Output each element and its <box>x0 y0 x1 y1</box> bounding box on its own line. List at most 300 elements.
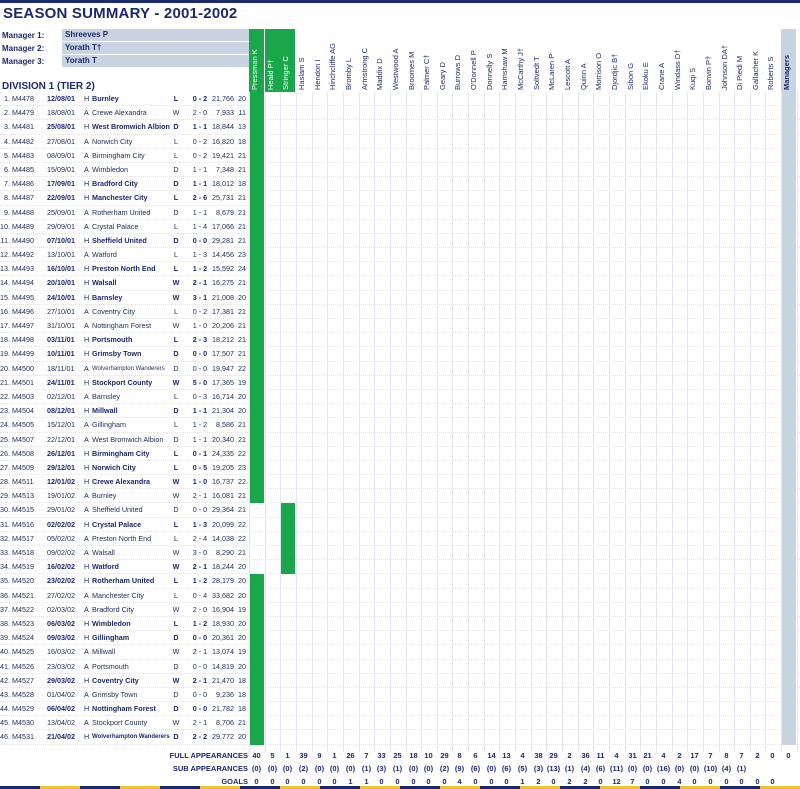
result: D <box>173 633 179 643</box>
match-number: 28. <box>0 477 10 487</box>
totals-cell: 4 <box>677 777 682 786</box>
table-row <box>0 248 800 262</box>
score: 1 - 3 <box>192 519 208 529</box>
player-header <box>327 29 342 92</box>
home-away: H <box>84 264 90 274</box>
grid-line <box>531 92 532 752</box>
match-id: M4529 <box>12 704 34 714</box>
totals-cell: (13) <box>546 764 561 773</box>
player-header <box>296 29 311 92</box>
league-position: 21 <box>238 235 246 245</box>
home-away: A <box>84 420 89 430</box>
totals-cell: 0 <box>411 777 416 786</box>
totals-cell: 0 <box>708 777 713 786</box>
home-away: A <box>84 363 89 373</box>
totals-label: SUB APPEARANCES <box>172 764 248 773</box>
totals-cell: 11 <box>596 751 605 760</box>
league-position: 22 <box>238 448 246 458</box>
player-header <box>359 29 374 92</box>
opponent: Walsall <box>92 278 117 288</box>
score: 1 - 1 <box>192 122 208 132</box>
league-position: 21 <box>238 335 246 345</box>
table-row <box>0 589 800 603</box>
result: L <box>174 533 178 543</box>
match-number: 45. <box>0 718 10 728</box>
totals-cell: 0 <box>770 751 775 760</box>
attendance: 21,766 <box>212 94 234 103</box>
totals-cell: (10) <box>703 764 718 773</box>
totals-cell: 0 <box>724 777 729 786</box>
league-position: 20 <box>238 590 246 600</box>
match-number: 38. <box>0 618 10 628</box>
grid-line <box>672 92 673 752</box>
goalkeeper-cell <box>249 234 264 248</box>
home-away: H <box>84 278 90 288</box>
totals-cell: 2 <box>677 751 682 760</box>
totals-cell: (0) <box>689 764 700 773</box>
home-away: H <box>84 94 90 103</box>
home-away: A <box>84 689 89 699</box>
attendance: 18,844 <box>212 122 234 132</box>
match-date: 10/11/01 <box>47 349 75 359</box>
match-number: 29. <box>0 491 10 501</box>
opponent: Portsmouth <box>92 335 133 345</box>
player-header <box>265 29 280 92</box>
totals-cell: 0 <box>786 751 791 760</box>
grid-line <box>249 92 250 752</box>
attendance: 14,456 <box>212 250 234 260</box>
player-name: Hendon I <box>313 59 322 90</box>
grid-line <box>296 92 297 752</box>
attendance: 28,179 <box>212 576 234 586</box>
attendance: 8,679 <box>216 207 234 217</box>
goalkeeper-cell <box>249 645 264 659</box>
home-away: A <box>84 250 89 260</box>
result: L <box>174 221 178 231</box>
score: 2 - 0 <box>192 604 208 614</box>
grid-line <box>437 92 438 752</box>
attendance: 20,361 <box>212 633 234 643</box>
match-number: 18. <box>0 335 10 345</box>
match-date: 18/11/01 <box>47 363 75 373</box>
totals-cell: (3) <box>376 764 387 773</box>
player-name: Maddix D <box>375 58 384 90</box>
attendance: 8,706 <box>216 718 234 728</box>
player-name: Sibon G <box>626 62 635 90</box>
opponent: Gillingham <box>92 633 130 643</box>
totals-cell: (0) <box>345 764 356 773</box>
league-position: 20 <box>238 406 246 416</box>
match-date: 24/11/01 <box>47 377 75 387</box>
player-name: Quinn A <box>579 63 588 90</box>
score: 0 - 5 <box>192 462 208 472</box>
result: D <box>173 363 179 373</box>
totals-cell: (0) <box>486 764 497 773</box>
goalkeeper-cell <box>249 276 264 290</box>
score: 0 - 1 <box>192 448 208 458</box>
result: W <box>172 604 180 614</box>
totals-cell: (2) <box>439 764 450 773</box>
manager-cell <box>781 645 796 659</box>
match-date: 22/09/01 <box>47 193 75 203</box>
match-id: M4495 <box>12 292 34 302</box>
totals-cell: 5 <box>270 751 275 760</box>
goalkeeper-cell <box>249 404 264 418</box>
score: 0 - 2 <box>192 136 208 146</box>
player-header <box>437 29 452 92</box>
league-position: 21 <box>238 548 246 557</box>
home-away: A <box>84 718 89 728</box>
result: W <box>172 477 180 487</box>
attendance: 8,290 <box>216 548 234 557</box>
match-id: M4497 <box>12 321 34 330</box>
totals-cell: (0) <box>282 764 293 773</box>
league-position: 18 <box>238 179 246 189</box>
attendance: 16,820 <box>212 136 234 146</box>
goalkeeper-cell <box>249 220 264 234</box>
match-number: 14. <box>0 278 10 288</box>
opponent: Sheffield United <box>92 505 143 515</box>
manager-cell <box>781 92 796 106</box>
result: D <box>173 505 179 515</box>
goalkeeper-cell <box>249 163 264 177</box>
totals-cell: 0 <box>254 777 259 786</box>
match-id: M4521 <box>12 590 34 600</box>
totals-cell: (2) <box>298 764 309 773</box>
grid-line <box>703 92 704 752</box>
goalkeeper-cell <box>249 461 264 475</box>
table-row <box>0 404 800 418</box>
match-date: 23/03/02 <box>47 661 75 671</box>
totals-cell: 17 <box>690 751 699 760</box>
totals-cell: (4) <box>721 764 732 773</box>
match-date: 07/10/01 <box>47 235 75 245</box>
totals-cell: 10 <box>424 751 433 760</box>
match-date: 31/10/01 <box>47 321 75 330</box>
manager-cell <box>781 305 796 319</box>
attendance: 16,737 <box>212 477 234 487</box>
attendance: 18,930 <box>212 618 234 628</box>
match-id: M4518 <box>12 548 34 557</box>
player-header <box>515 29 530 92</box>
totals-cell: 0 <box>739 777 744 786</box>
league-position: 21 <box>238 491 246 501</box>
totals-cell: (0) <box>674 764 685 773</box>
player-name: Roberts S <box>766 56 775 90</box>
totals-cell: (0) <box>408 764 419 773</box>
player-header <box>719 29 734 92</box>
totals-cell: 0 <box>645 777 650 786</box>
grid-line <box>719 92 720 752</box>
match-number: 27. <box>0 462 10 472</box>
totals-cell: (4) <box>580 764 591 773</box>
home-away: H <box>84 576 90 586</box>
score: 2 - 2 <box>192 732 208 742</box>
player-name: McCarthy J† <box>516 47 525 90</box>
totals-cell: 39 <box>299 751 308 760</box>
goalkeeper-cell <box>280 518 295 532</box>
result: L <box>174 136 178 146</box>
table-row <box>0 234 800 248</box>
match-date: 29/01/02 <box>47 505 75 515</box>
home-away: H <box>84 562 90 572</box>
score: 1 - 1 <box>192 207 208 217</box>
match-date: 17/09/01 <box>47 179 75 189</box>
match-id: M4487 <box>12 193 34 203</box>
score: 2 - 1 <box>192 647 208 657</box>
league-position: 21 <box>238 349 246 359</box>
goalkeeper-cell <box>249 191 264 205</box>
match-number: 25. <box>0 434 10 444</box>
home-away: A <box>84 150 89 160</box>
grid-line <box>515 92 516 752</box>
match-id: M4488 <box>12 207 34 217</box>
totals-cell: 2 <box>755 751 760 760</box>
home-away: A <box>84 548 89 557</box>
totals-cell: (6) <box>470 764 481 773</box>
table-row <box>0 532 800 546</box>
league-position: 19 <box>238 377 246 387</box>
home-away: A <box>84 207 89 217</box>
grid-line <box>280 92 281 752</box>
player-name: Crane A <box>657 62 666 90</box>
home-away: H <box>84 519 90 529</box>
home-away: H <box>84 349 90 359</box>
player-header <box>734 29 749 92</box>
match-id: M4520 <box>12 576 34 586</box>
totals-cell: (0) <box>314 764 325 773</box>
player-name: Donnelly S <box>485 53 494 90</box>
home-away: H <box>84 122 90 132</box>
manager-cell <box>781 631 796 645</box>
match-id: M4490 <box>12 235 34 245</box>
match-id: M4513 <box>12 491 34 501</box>
match-number: 6. <box>4 164 10 174</box>
match-id: M4516 <box>12 519 34 529</box>
score: 0 - 0 <box>192 349 208 359</box>
opponent: Crewe Alexandra <box>92 477 151 487</box>
league-position: 21 <box>238 207 246 217</box>
totals-cell: 9 <box>317 751 322 760</box>
league-position: 23 <box>238 462 246 472</box>
match-date: 09/02/02 <box>47 548 75 557</box>
home-away: H <box>84 732 90 742</box>
player-name: Westwood A <box>391 48 400 90</box>
match-id: M4509 <box>12 462 34 472</box>
totals-cell: (11) <box>610 764 623 773</box>
league-position: 21 <box>238 150 246 160</box>
goalkeeper-cell <box>249 305 264 319</box>
match-id: M4482 <box>12 136 34 146</box>
result: L <box>173 335 179 345</box>
match-date: 26/12/01 <box>47 448 75 458</box>
opponent: Rotherham United <box>92 207 151 217</box>
grid-line <box>452 92 453 752</box>
manager-cell <box>781 730 796 744</box>
match-id: M4500 <box>12 363 34 373</box>
match-id: M4501 <box>12 377 34 387</box>
home-away: A <box>84 164 89 174</box>
goalkeeper-cell <box>280 503 295 517</box>
grid-line <box>343 92 344 752</box>
match-number: 33. <box>0 548 10 557</box>
opponent: Watford <box>92 562 119 572</box>
opponent: West Bromwich Albion <box>92 434 164 444</box>
manager-name: Yorath T <box>62 55 252 67</box>
player-name: Di Piedi M <box>735 55 744 90</box>
league-position: 22 <box>238 519 246 529</box>
table-row <box>0 475 800 489</box>
match-date: 06/03/02 <box>47 618 75 628</box>
totals-cell: 33 <box>377 751 386 760</box>
attendance: 20,099 <box>212 519 234 529</box>
manager-cell <box>781 546 796 560</box>
totals-cell: 25 <box>393 751 402 760</box>
manager-cell <box>781 489 796 503</box>
match-date: 02/12/01 <box>47 391 75 401</box>
table-row <box>0 262 800 276</box>
result: D <box>173 434 179 444</box>
score: 1 - 3 <box>192 250 208 260</box>
opponent: Millwall <box>92 647 116 657</box>
goalkeeper-cell <box>249 489 264 503</box>
result: W <box>172 321 180 330</box>
attendance: 19,205 <box>212 462 234 472</box>
opponent: Birmingham City <box>92 150 145 160</box>
totals-cell: 0 <box>285 777 290 786</box>
player-header <box>421 29 436 92</box>
grid-line <box>765 92 766 752</box>
player-header <box>656 29 671 92</box>
match-id: M4505 <box>12 420 34 430</box>
home-away: A <box>84 661 89 671</box>
manager-cell <box>781 560 796 574</box>
score: 2 - 3 <box>192 335 208 345</box>
attendance: 18,244 <box>212 562 234 572</box>
home-away: H <box>84 633 90 643</box>
score: 0 - 2 <box>192 94 208 103</box>
match-number: 44. <box>0 704 10 714</box>
score: 1 - 0 <box>192 477 208 487</box>
totals-cell: (0) <box>251 764 262 773</box>
opponent: Coventry City <box>92 675 139 685</box>
totals-cell: (0) <box>642 764 653 773</box>
match-date: 27/02/02 <box>47 590 75 600</box>
totals-cell: (0) <box>423 764 434 773</box>
goalkeeper-cell <box>249 347 264 361</box>
opponent: Wimbledon <box>92 618 131 628</box>
home-away: A <box>84 604 89 614</box>
player-header <box>609 29 624 92</box>
totals-cell: (1) <box>736 764 747 773</box>
totals-cell: (1) <box>564 764 575 773</box>
player-name: Haslam S <box>297 57 306 90</box>
match-date: 13/10/01 <box>47 250 75 260</box>
attendance: 21,008 <box>212 292 234 302</box>
player-name: Stringer C <box>281 56 290 90</box>
player-name: Burrows D <box>453 54 462 90</box>
result: D <box>173 122 179 132</box>
match-number: 4. <box>4 136 10 146</box>
grid-line <box>468 92 469 752</box>
league-position: 21 <box>238 321 246 330</box>
attendance: 17,507 <box>212 349 234 359</box>
match-date: 21/04/02 <box>47 732 75 742</box>
totals-cell: 31 <box>628 751 637 760</box>
league-position: 21 <box>238 306 246 316</box>
sub-appearances-row <box>0 762 800 775</box>
match-number: 42. <box>0 675 10 685</box>
attendance: 13,074 <box>212 647 234 657</box>
totals-cell: 12 <box>612 777 621 786</box>
match-number: 39. <box>0 633 10 643</box>
match-date: 29/09/01 <box>47 221 75 231</box>
goalkeeper-cell <box>249 376 264 390</box>
opponent: Manchester City <box>92 590 144 600</box>
opponent: Stockport County <box>92 377 153 387</box>
opponent: Sheffield United <box>92 235 147 245</box>
goalkeeper-cell <box>249 319 264 333</box>
score: 0 - 0 <box>192 689 208 699</box>
player-header <box>781 29 796 92</box>
manager-cell <box>781 362 796 376</box>
match-date: 15/09/01 <box>47 164 75 174</box>
grid-line <box>781 92 782 752</box>
match-number: 37. <box>0 604 10 614</box>
result: D <box>173 406 179 416</box>
match-date: 13/04/02 <box>47 718 75 728</box>
attendance: 17,381 <box>212 306 234 316</box>
match-number: 32. <box>0 533 10 543</box>
goalkeeper-cell <box>249 418 264 432</box>
result: L <box>174 420 178 430</box>
player-name: Pressman K <box>250 49 259 90</box>
result: L <box>174 590 178 600</box>
attendance: 19,421 <box>212 150 234 160</box>
table-row <box>0 135 800 149</box>
player-header <box>452 29 467 92</box>
result: L <box>174 306 178 316</box>
player-name: Geary D <box>438 62 447 90</box>
table-row <box>0 702 800 716</box>
table-row <box>0 191 800 205</box>
totals-cell: 18 <box>409 751 418 760</box>
match-date: 29/03/02 <box>47 675 75 685</box>
table-row <box>0 92 800 106</box>
score: 0 - 0 <box>192 633 208 643</box>
player-header <box>703 29 718 92</box>
opponent: Preston North End <box>92 533 152 543</box>
goalkeeper-cell <box>249 589 264 603</box>
goalkeeper-cell <box>249 688 264 702</box>
match-date: 22/12/01 <box>47 434 75 444</box>
match-number: 43. <box>0 689 10 699</box>
totals-cell: 2 <box>583 777 588 786</box>
match-date: 15/12/01 <box>47 420 75 430</box>
attendance: 8,586 <box>216 420 234 430</box>
match-number: 12. <box>0 250 10 260</box>
match-number: 30. <box>0 505 10 515</box>
attendance: 9,236 <box>216 689 234 699</box>
player-name: Windass D† <box>673 49 682 90</box>
goalkeeper-cell <box>249 716 264 730</box>
goalkeeper-cell <box>249 730 264 744</box>
manager-cell <box>781 418 796 432</box>
league-position: 20 <box>238 576 246 586</box>
manager-cell <box>781 248 796 262</box>
match-date: 19/01/02 <box>47 491 75 501</box>
score: 0 - 0 <box>192 704 208 714</box>
